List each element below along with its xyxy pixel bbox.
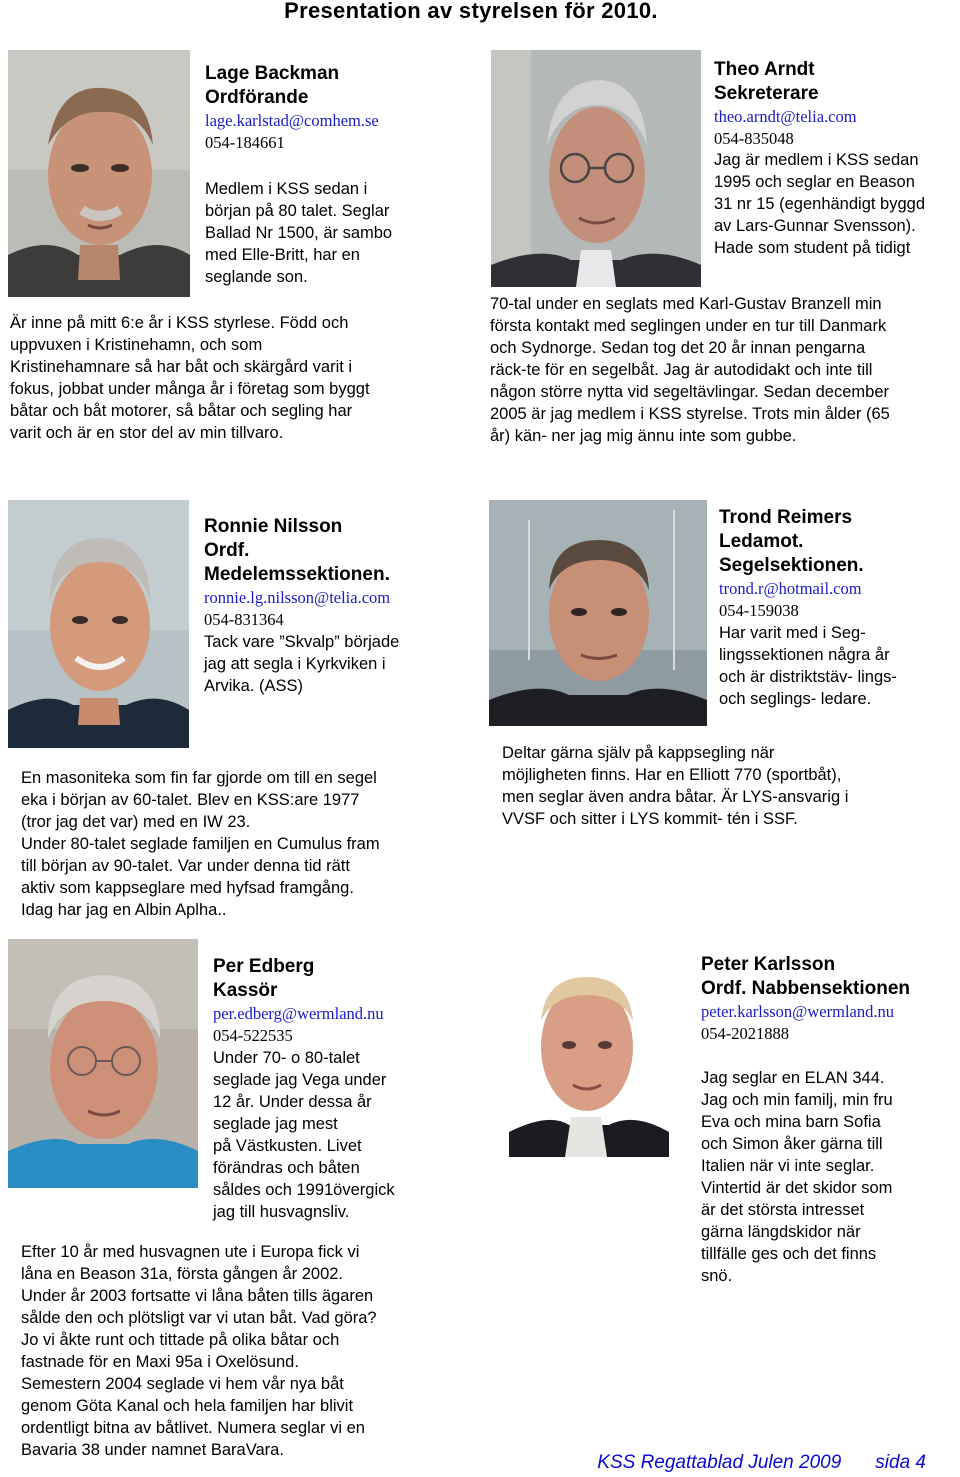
peter-role: Ordf. Nabbensektionen <box>701 978 911 999</box>
ronnie-bio-short: Tack vare ”Skvalp” började jag att segla i Kyrkviken i Arvika. (ASS) <box>204 633 400 695</box>
peter-karlsson-photo <box>489 937 686 1157</box>
per-bio-long: Efter 10 år med husvagnen ute i Europa fick vi låna en Beason 31a, första gången år 2002. Under år 2003 fortsatte vi låna båten tills ägaren sålde den och plötsligt var vi utan båt. Vad göra? Jo vi åkte runt och tittade på olika båtar och fastnade för en Maxi 95a i Oxelösund. Semestern 2004 seglade vi hem vår nya båt genom Göta Kanal och hela familjen har blivit ordentligt bitna av båtlivet. Numera seglar vi en Bavaria 38 under namnet BaraVara. <box>21 1243 377 1459</box>
page-footer <box>597 1452 926 1474</box>
theo-name: Theo Arndt <box>714 59 815 80</box>
per-role: Kassör <box>213 980 278 1001</box>
lage-phone: 054-184661 <box>205 133 285 152</box>
footer-page-number: sida 4 <box>875 1452 926 1473</box>
theo-bio-long: 70-tal under en seglats med Karl-Gustav Branzell min första kontakt med seglingen under en tur till Danmark och Sydnorge. Sedan tog det 20 år innan pengarna räck-te för en segelbåt. Jag är autodidakt och inte till någon större nytta vid segeltävlingar. Sedan december 2005 är jag medlem i KSS styrelse. Trots min ålder (65 år) kän- ner jag mig ännu inte som gubbe. <box>490 295 890 445</box>
per-contact <box>213 955 473 1223</box>
lage-contact <box>205 62 485 154</box>
trond-contact <box>719 506 959 710</box>
trond-reimers-photo <box>489 500 707 726</box>
footer-publication: KSS Regattablad Julen 2009 <box>597 1452 842 1473</box>
ronnie-name: Ronnie Nilsson <box>204 516 343 537</box>
trond-phone: 054-159038 <box>719 601 799 620</box>
peter-email-link[interactable]: peter.karlsson@wermland.nu <box>701 1002 894 1021</box>
peter-name: Peter Karlsson <box>701 954 836 975</box>
lage-bio-short: Medlem i KSS sedan i början på 80 talet. Seglar Ballad Nr 1500, är sambo med Elle-Britt, har en seglande son. <box>205 180 393 286</box>
trond-bio-long: Deltar gärna själv på kappsegling när möjligheten finns. Har en Elliott 770 (sportbåt), men seglar även andra båtar. Är LYS-ansvarig i VVSF och sitter i LYS kommit- tén i SSF. <box>502 744 849 828</box>
ronnie-phone: 054-831364 <box>204 610 284 629</box>
lage-email-link[interactable]: lage.karlstad@comhem.se <box>205 111 379 130</box>
per-bio-short: Under 70- o 80-talet seglade jag Vega under 12 år. Under dessa år seglade jag mest på Västkusten. Livet förändras och båten såldes och 1991övergick jag till husvagnsliv. <box>213 1049 395 1221</box>
per-edberg-photo <box>8 939 198 1188</box>
trond-role: Ledamot. <box>719 531 804 552</box>
theo-email-link[interactable]: theo.arndt@telia.com <box>714 107 857 126</box>
theo-role: Sekreterare <box>714 83 819 104</box>
ronnie-role: Ordf. <box>204 540 250 561</box>
ronnie-bio-long: En masoniteka som fin far gjorde om till en segel eka i början av 60-talet. Blev en KSS:are 1977 (tror jag det var) med en IW 23. Under 80-talet seglade familjen en Cumulus fram till början av 90-talet. Var under denna tid rätt aktiv som kappseglare med hyfsad framgång. Idag har jag en Albin Aplha.. <box>21 769 380 919</box>
lage-bio-long: Är inne på mitt 6:e år i KSS styrlese. Född och uppvuxen i Kristinehamn, och som Kristinehamnare så har båt och skärgård varit i fokus, jobbat under många år i företag som byggt båtar och båt motorer, så båtar och segling har varit och är en stor del av min tillvaro. <box>10 314 370 442</box>
peter-bio-short: Jag seglar en ELAN 344. Jag och min familj, min fru Eva och mina barn Sofia och Simon åker gärna till Italien när vi inte seglar. Vintertid är det skidor som är det största intresset gärna längdskidor när tillfälle ges och det finns snö. <box>701 1069 893 1285</box>
theo-bio-short: Jag är medlem i KSS sedan 1995 och seglar en Beason 31 nr 15 (egenhändigt byggd av Lars-Gunnar Svensson). Hade som student på tidigt <box>714 151 926 257</box>
peter-phone: 054-2021888 <box>701 1024 789 1043</box>
ronnie-email-link[interactable]: ronnie.lg.nilsson@telia.com <box>204 588 391 607</box>
trond-name: Trond Reimers <box>719 507 853 528</box>
ronnie-contact <box>204 515 484 697</box>
per-phone: 054-522535 <box>213 1026 293 1045</box>
theo-arndt-photo <box>491 50 701 287</box>
trond-bio-short: Har varit med i Seg- lingssektionen några år och är distriktstäv- lings- och seglings- ledare. <box>719 624 897 708</box>
lage-name: Lage Backman <box>205 63 340 84</box>
peter-contact <box>701 953 960 1045</box>
theo-contact <box>714 58 960 150</box>
ronnie-nilsson-photo <box>8 500 189 748</box>
ronnie-section: Medelemssektionen. <box>204 564 390 585</box>
trond-section: Segelsektionen. <box>719 555 864 576</box>
lage-backman-photo <box>8 50 190 297</box>
lage-role: Ordförande <box>205 87 309 108</box>
per-name: Per Edberg <box>213 956 315 977</box>
page-title: Presentation av styrelsen för 2010. <box>284 0 658 23</box>
theo-phone: 054-835048 <box>714 129 794 148</box>
per-email-link[interactable]: per.edberg@wermland.nu <box>213 1004 384 1023</box>
trond-email-link[interactable]: trond.r@hotmail.com <box>719 579 862 598</box>
